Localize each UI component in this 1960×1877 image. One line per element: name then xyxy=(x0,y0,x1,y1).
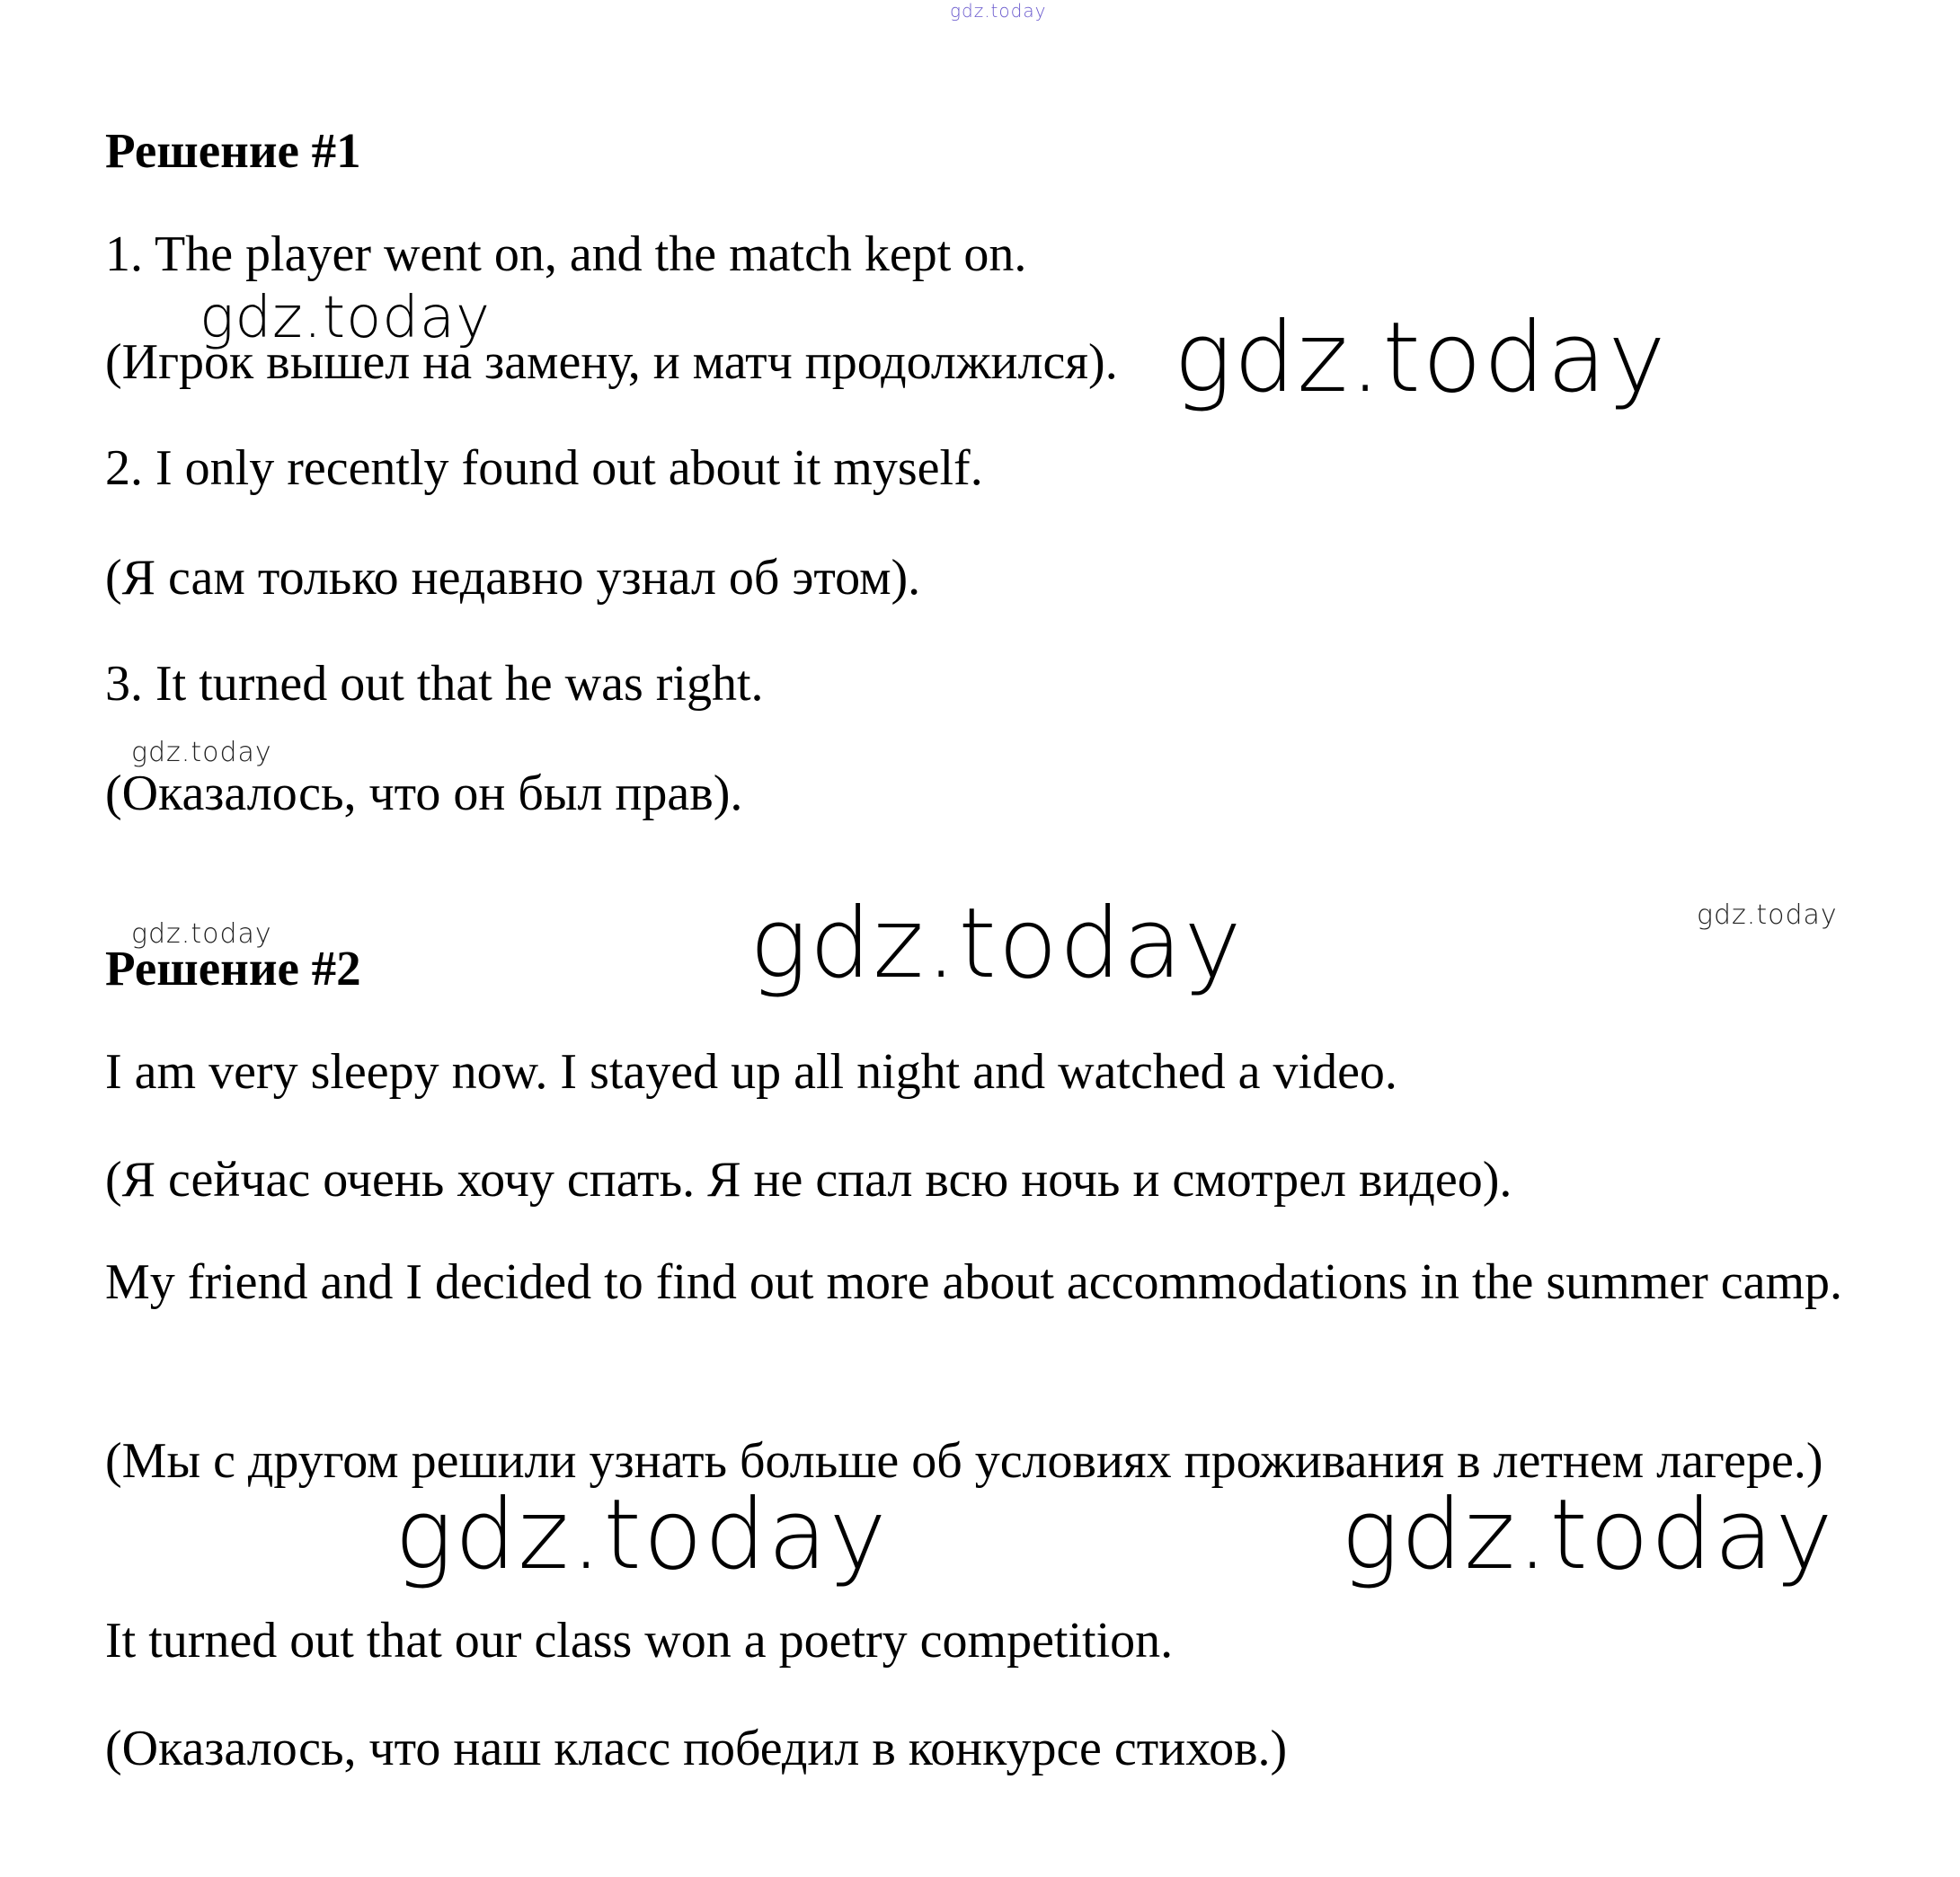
solution-2-heading: Решение #2 xyxy=(105,941,361,996)
watermark: gdz.today xyxy=(395,1479,889,1591)
watermark: gdz.today xyxy=(200,285,491,351)
solution-1-line-3: 2. I only recently found out about it myself. xyxy=(105,440,983,496)
solution-2-line-6: (Оказалось, что наш класс победил в конкурсе стихов.) xyxy=(105,1721,1288,1776)
solution-1-line-5: 3. It turned out that he was right. xyxy=(105,656,764,712)
watermark: gdz.today xyxy=(1341,1479,1835,1591)
watermark: gdz.today xyxy=(749,888,1244,1000)
solution-1-line-4: (Я сам только недавно узнал об этом). xyxy=(105,550,921,606)
solution-1-line-1: 1. The player went on, and the match kept on. xyxy=(105,226,1027,282)
solution-1-heading: Решение #1 xyxy=(105,123,361,178)
solution-2-paragraph-4: (Мы с другом решили узнать больше об условиях проживания в летнем лагере.) xyxy=(105,1433,1823,1489)
watermark: gdz.today xyxy=(131,918,272,950)
solution-1-line-6: (Оказалось, что он был прав). xyxy=(105,766,743,821)
watermark: gdz.today xyxy=(1174,302,1668,414)
solution-2-line-5: It turned out that our class won a poetry competition. xyxy=(105,1613,1174,1669)
watermark: gdz.today xyxy=(1697,899,1838,931)
watermark: gdz.today xyxy=(131,737,272,768)
solution-1-line-2: (Игрок вышел на замену, и матч продолжился). xyxy=(105,334,1118,390)
watermark-top: gdz.today xyxy=(950,0,1047,22)
solution-2-line-2: (Я сейчас очень хочу спать. Я не спал всю ночь и смотрел видео). xyxy=(105,1152,1512,1208)
solution-2-line-1: I am very sleepy now. I stayed up all night and watched a video. xyxy=(105,1044,1397,1100)
solution-2-paragraph-3: My friend and I decided to find out more about accommodations in the summer camp. xyxy=(105,1254,1843,1310)
